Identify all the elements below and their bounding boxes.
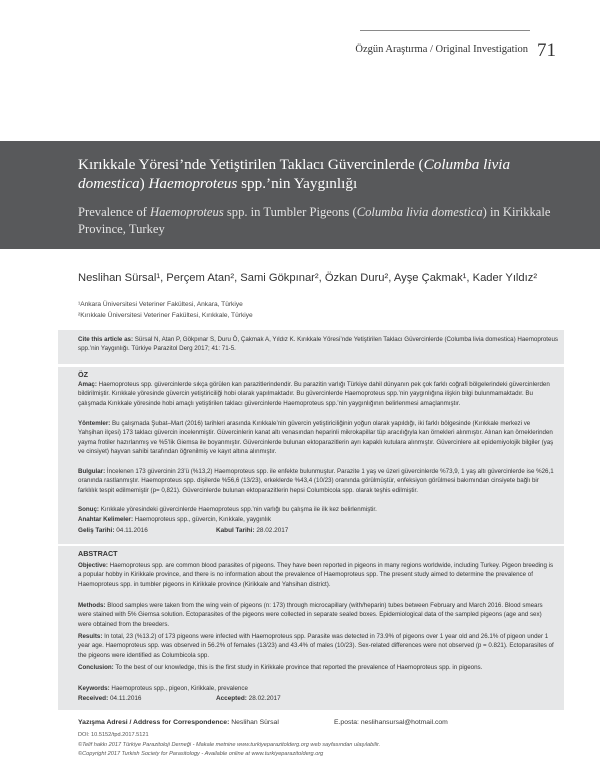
oz-received: Geliş Tarihi: 04.11.2016 — [78, 527, 148, 534]
citation: Cite this article as: Sürsal N, Atan P, Gökpınar S, Duru Ö, Çakmak A, Yıldız K. Kırıkkale Yöresi’nde Yetiştirilen Taklacı Güvercinlerde (Columba livia domestica) Haemoproteus spp.’nin Yaygınlığı. Türkiye Parazitol Derg 2017; 41: 71-5. — [78, 336, 558, 352]
copyright-tr: ©Telif hakkı 2017 Türkiye Parazitoloji Derneği - Makale metnine www.turkiyeparazitolderg.org web sayfasından ulaşılabilir. — [78, 742, 381, 748]
abstract-keywords: Keywords: Haemoproteus spp., pigeon, Kirikkale, prevalence — [78, 685, 248, 692]
page-number: 71 — [537, 40, 556, 61]
affiliation-1: ¹Ankara Üniversitesi Veteriner Fakültesi, Ankara, Türkiye — [78, 301, 243, 308]
abstract-received: Received: 04.11.2016 — [78, 695, 142, 702]
title-turkish: Kırıkkale Yöresi’nde Yetiştirilen Taklacı Güvercinlerde (Columba livia domestica) Haemoproteus spp.’nin Yaygınlığı — [78, 156, 511, 192]
oz-sonuc: Sonuç: Kırıkkale yöresindeki güvercinlerde Haemoproteus spp.’nin varlığı bu çalışma ile ilk kez belirlenmiştir. — [78, 506, 377, 513]
affiliation-2: ²Kırıkkale Üniversitesi Veteriner Fakültesi, Kırıkkale, Türkiye — [78, 312, 253, 319]
oz-accepted: Kabul Tarihi: 28.02.2017 — [216, 527, 289, 534]
oz-amac: Amaç: Haemoproteus spp. güvercinlerde sıkça görülen kan parazitlerindendir. Bu parazitin varlığı Türkiye dahil dünyanın pek çok farklı coğrafi bölgelerindeki güvercinlerden bildirilmiştir. Kırıkkale yöresinde güvercin yetiştiriciliği hobi olarak yapılmaktadır. Bu güvercinlerde Haemoproteus spp.’nin yaygınlığına ilişkin bilgi bulunmamaktadır. Bu çalışmada Kırıkkale yöresinde hobi amaçlı yetiştirilen taklacı güvercinlerde Haemoproteus spp.’nin yaygınlığının belirlenmesi amaçlanmıştır. — [78, 381, 550, 407]
abstract-results: Results: In total, 23 (%13.2) of 173 pigeons were infected with Haemoproteus spp. Parasite was detected in 73.9% of pigeons over 1 year old and 26.1% of pigeon under 1 year age. Haemoproteus spp. was observed in 56.2% of females (13/23) and 43.4% of males (10/23). Sex-related differences were not observed (p = 0.821). Ectoparasites of the pigeons were identified as Columbicola spp. — [78, 633, 554, 659]
doi: DOI: 10.5152/tpd.2017.5121 — [78, 732, 149, 738]
oz-dates — [78, 527, 289, 534]
correspondence-email: E.posta: neslihansursal@hotmail.com — [334, 719, 448, 726]
oz-heading: ÖZ — [78, 370, 88, 379]
abstract-heading: ABSTRACT — [78, 549, 118, 558]
copyright-en: ©Copyright 2017 Turkish Society for Parasitology - Available online at www.turkiyeparazitolderg.org — [78, 751, 324, 757]
section-label: Özgün Araştırma / Original Investigation — [355, 44, 528, 55]
header-rule — [360, 30, 530, 31]
title-english: Prevalence of Haemoproteus spp. in Tumbler Pigeons (Columba livia domestica) in Kirikkale Province, Turkey — [78, 205, 551, 236]
oz-keywords: Anahtar Kelimeler: Haemoproteus spp., güvercin, Kırıkkale, yaygınlık — [78, 516, 271, 523]
oz-yontem: Yöntemler: Bu çalışmada Şubat–Mart (2016) tarihleri arasında Kırıkkale’nin güvercin yetiştiriciliğinin yoğun olarak yapıldığı, iki farklı bölgesinde (Kırıkkale merkezi ve Yahşihan ilçesi) 173 taklacı güvercin incelenmiştir. Güvercinlerin kanat altı venasından heparinli mikrokapillar tüp aracılığıyla kan örnekleri alınmıştır. Alınan kan örneklerinden yayma frotiler hazırlanmış ve %5’lik Giemsa ile boyanmıştır. Güvercinlerde bulunan ektoparazitlerin ayrı kapaklı kutulara alınmıştır. Güvercinlere ait epidemiyolojik bilgiler (yaş ve cinsiyet) hayvan sahibi tarafından öğrenilmiş ve kayıt altına alınmıştır. — [78, 420, 554, 456]
abstract-accepted: Accepted: 28.02.2017 — [216, 695, 281, 702]
abstract-methods: Methods: Blood samples were taken from the wing vein of pigeons (n: 173) through microcapillary (with/heparin) tubes between February and March 2016. Blood smears were stained with 5% Giemsa solution. Ectoparasites of the pigeons were collected in separate sealed boxes. Epidemiological data of the sampled pigeons (age and sex) were obtained from the breeders. — [78, 602, 543, 628]
abstract-dates — [78, 695, 281, 702]
oz-bulgular: Bulgular: İncelenen 173 güvercinin 23’ü (%13,2) Haemoproteus spp. ile enfekte bulunmuştur. Parazite 1 yaş ve üzeri güvercinlerde %73,9, 1 yaş altı güvercinlerde ise %26,1 oranında rastlanmıştır. Haemoproteus spp. dişilerde %56,6 (13/23), erkeklerde %43,4 (10/23) oranında görülmüştür, enfeksiyon görülmesi bakımından cinsiyete bağlı bir farklılık tespit edilmemiştir (p= 0,821). Güvercinlerde bulunan ektoparazitlerin hepsi Columbicola spp. olarak teşhis edilmiştir. — [78, 468, 554, 494]
author-list: Neslihan Sürsal¹, Perçem Atan², Sami Gökpınar², Özkan Duru², Ayşe Çakmak¹, Kader Yıldız² — [78, 272, 538, 284]
abstract-objective: Objective: Haemoproteus spp. are common blood parasites of pigeons. They have been reported in pigeons in many regions worldwide, including Turkey. Pigeon breeding is a popular hobby in Kirikkale province, and there is no information about the prevalence of Haemoproteus spp. The present study aimed to determine the prevalence of Haemoproteus spp. in tumbler pigeons in Kirikkale province (Kirikkale and Yahsihan district). — [78, 562, 554, 588]
abstract-conclusion: Conclusion: To the best of our knowledge, this is the first study in Kirikkale province that reported the prevalence of Haemoproteus spp. in pigeons. — [78, 664, 483, 671]
correspondence: Yazışma Adresi / Address for Correspondence: Neslihan Sürsal E.posta: neslihansursal@hotmail.com — [78, 719, 448, 726]
